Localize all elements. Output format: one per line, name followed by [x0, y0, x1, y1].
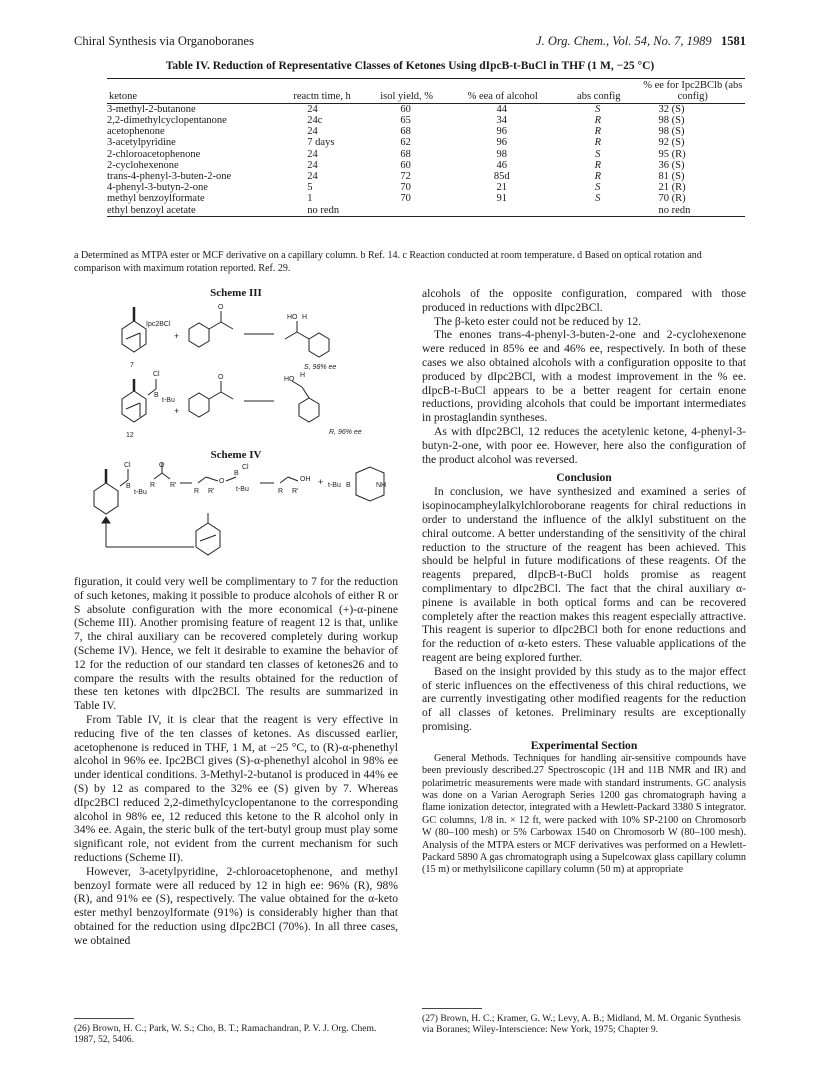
table-header-row [107, 79, 745, 104]
table-cell: 62 [400, 137, 411, 149]
table-cell: 24 [307, 171, 318, 183]
svg-text:Cl: Cl [124, 462, 131, 469]
col-header: ketone [107, 79, 279, 104]
table-cell: no redn [641, 205, 745, 217]
table-cell: 34 [496, 115, 507, 127]
table-cell: 3-acetylpyridine [107, 137, 176, 149]
experimental-heading: Experimental Section [530, 738, 638, 752]
table-cell: 60 [400, 104, 411, 115]
table-cell: 70 [400, 193, 411, 205]
table-cell: 98 (S) [658, 126, 685, 138]
table-cell: 81 (S) [658, 171, 685, 183]
table-cell: 72 [400, 171, 411, 183]
svg-text:t-Bu: t-Bu [162, 397, 175, 404]
table-cell: 21 [496, 182, 507, 194]
svg-text:R': R' [170, 482, 177, 489]
conclusion-heading: Conclusion [556, 471, 612, 485]
scheme-area [74, 287, 398, 566]
col-header: % ee for Ipc2BClb (abs config) [641, 79, 745, 104]
svg-text:H: H [302, 314, 308, 321]
pinane-icon [122, 379, 156, 422]
table-cell: 68 [400, 126, 411, 138]
table-cell: R [594, 115, 601, 127]
footnote-26: (26) Brown, H. C.; Park, W. S.; Cho, B. T.; Ramachandran, P. V. J. Org. Chem. 1987, 52, 5406. [74, 1023, 377, 1046]
table-cell: 96 [496, 137, 507, 149]
svg-text:OH: OH [300, 476, 311, 483]
pinane-icon [94, 469, 128, 514]
product-ee-label: S, 98% ee [304, 364, 337, 371]
table-cell: 2-cyclohexenone [107, 159, 179, 171]
paragraph: The β-keto ester could not be reduced by 12. [434, 314, 642, 328]
svg-text:B: B [346, 482, 351, 489]
acetophenone-icon [189, 381, 233, 417]
table-row [107, 205, 745, 217]
table-cell [365, 205, 449, 217]
table-cell: acetophenone [107, 126, 165, 138]
svg-text:R: R [194, 488, 200, 495]
svg-text:R: R [278, 488, 284, 495]
paragraph: alcohols of the opposite configuration, compared with those produced in reductions with dIpc2BCl. [422, 287, 746, 314]
table-cell: S [595, 193, 601, 205]
scheme-3-title: Scheme III [210, 287, 262, 299]
table-cell: 2,2-dimethylcyclopentanone [107, 115, 227, 127]
paragraph: General Methods. Techniques for handling air-sensitive compounds have been previously described.27 Spectroscopic (1H and 11B NMR and IR) and polarimetric measurements were made with standard instruments. GC analysis was done on a Varian Aerograph Series 1200 gas chromatograph having a flame ionization detector, integrated with a Hewlett-Packard 3380 S integrator. GC columns, 1/8 in. × 12 ft, were packed with 10% SP-2100 on Chromosorb W (80–100 mesh) or 5% Carbowax 1540 on Chromosorb W (80–100 mesh). Analysis of the MTPA esters or MCF derivatives was performed on a Hewlett-Packard 5890 A gas chromatograph using a Supelcowax glass capillary column (15 m) or methylsilicone capillary column (50 m) at appropriate [422, 752, 746, 876]
table-cell: 2-chloroacetophenone [107, 148, 201, 160]
results-table [107, 78, 745, 217]
table-cell: 21 (R) [658, 182, 686, 194]
svg-text:B: B [154, 392, 159, 399]
left-footnotes [74, 1018, 398, 1046]
table-cell: 24c [307, 115, 323, 127]
svg-text:HO: HO [287, 314, 298, 321]
table-row [107, 171, 745, 182]
table-cell: trans-4-phenyl-3-buten-2-one [107, 171, 232, 183]
header-journal: J. Org. Chem., Vol. 54, No. 7, 1989 1581 [536, 34, 746, 48]
header-title: Chiral Synthesis via Organoboranes [74, 34, 254, 48]
table-cell: R [594, 159, 601, 171]
table-cell: 1 [307, 193, 313, 205]
table-cell: 96 [496, 126, 507, 138]
table-cell: 68 [400, 148, 411, 160]
svg-text:O: O [218, 374, 224, 381]
table-cell: 24 [307, 104, 318, 115]
paragraph: figuration, it could very well be complimentary to 7 for the reduction of such ketones, making it possible to produce alcohols of either R or S absolute configuration with the more economical (+)-α-pinene (Scheme III). Another promising feature of reagent 12 is that, unlike 7, the chiral auxiliary can be recovered completely during workup (Scheme IV). Hence, we felt it desirable to examine the behavior of 12 for the reduction of our standard ten classes of ketones26 and to compare the results with the results obtained for the reduction of these ten ketones with dIpc2BCl. The results are summarized in Table IV. [74, 575, 398, 713]
footnote-27: (27) Brown, H. C.; Kramer, G. W.; Levy, A. B.; Midland, M. M. Organic Synthesis via Boranes; Wiley-Interscience: New York, 1975; Chapter 9. [422, 1013, 741, 1036]
table-cell: 91 [496, 193, 507, 205]
svg-text:H: H [300, 372, 306, 379]
svg-text:B: B [234, 470, 239, 477]
table-row [107, 126, 745, 137]
svg-text:+: + [318, 477, 324, 487]
alpha-pinene-icon [196, 513, 220, 555]
table-cell: 24 [307, 148, 318, 160]
table-cell: S [595, 104, 601, 115]
paragraph: From Table IV, it is clear that the reagent is very effective in reducing five of the ten classes of ketones. As discussed earlier, acetophenone is reduced in THF, 1 M, at −25 °C, to (R)-α-phenethyl alcohol in 96% ee. Ipc2BCl gives (S)-α-phenethyl alcohol in 98% ee under identical conditions. 3-Methyl-2-butanol is produced in 44% ee (S) by 12 as compared to the 32% ee (S) given by 7. Whereas dIpc2BCl reduced 2,2-dimethylcyclopentanone to the corresponding alcohol in 98% ee, 12 reduced this ketone to the R alcohol only in 34% ee. Again, the steric bulk of the tert-butyl group must play some significant role, not evident from the current mechanism for such reductions (Scheme II). [74, 712, 398, 864]
table-cell: 32 (S) [658, 104, 685, 115]
table-cell [448, 205, 557, 217]
col-header: abs config [557, 79, 641, 104]
svg-text:+: + [174, 331, 180, 341]
acetophenone-icon [189, 311, 233, 347]
svg-text:+: + [174, 406, 180, 416]
table-row [107, 193, 745, 204]
col-header: reactn time, h [279, 79, 365, 104]
svg-text:HO: HO [284, 376, 295, 383]
svg-text:O: O [218, 304, 224, 311]
compound-number-12: 12 [126, 432, 134, 439]
table-cell: R [594, 137, 601, 149]
table-cell: 46 [496, 159, 507, 171]
right-footnotes [422, 1008, 746, 1036]
footnote-rule [74, 1018, 134, 1019]
table-cell: ethyl benzoyl acetate [107, 205, 279, 217]
table-cell: R [594, 126, 601, 138]
pinane-icon [122, 307, 146, 352]
alcohol-product-icon [292, 381, 319, 422]
svg-text:t-Bu: t-Bu [328, 482, 341, 489]
svg-text:Cl: Cl [242, 464, 249, 471]
table-caption: Table IV. Reduction of Representative Classes of Ketones Using dIpcB-t-BuCl in THF (1 M, −25 °C) [165, 60, 655, 72]
table-row [107, 137, 745, 148]
table-cell: S [595, 182, 601, 194]
svg-text:B: B [126, 483, 131, 490]
table-cell: S [595, 148, 601, 160]
table-cell: 5 [307, 182, 313, 194]
svg-text:t-Bu: t-Bu [236, 486, 249, 493]
table-row [107, 115, 745, 126]
table-cell: R [594, 171, 601, 183]
col-header: % eea of alcohol [448, 79, 557, 104]
table-cell: 98 (S) [658, 115, 685, 127]
compound-number-7: 7 [130, 362, 134, 369]
table-cell: methyl benzoylformate [107, 193, 205, 205]
right-body [422, 287, 746, 877]
table-cell: 7 days [307, 137, 335, 149]
paragraph: As with dIpc2BCl, 12 reduces the acetylenic ketone, 4-phenyl-3-butyn-2-one, with poor ee. However, here also the configuration of the product alcohol was reversed. [422, 424, 746, 466]
reagent-label: Ipc2BCl [146, 321, 171, 328]
paragraph: The enones trans-4-phenyl-3-buten-2-one and 2-cyclohexenone were reduced in 85% ee and 46% ee, respectively. In both of these cases we also obtained alcohols with a configuration opposite to that produced by dIpc2BCl, with a modest improvement in the % ee. dIpcB-t-BuCl appears to be a better reagent for certain enone reductions, providing alcohols that could be important intermediates in prostaglandin syntheses. [422, 328, 746, 425]
svg-text:O: O [219, 478, 225, 485]
table-cell: 44 [496, 104, 507, 115]
svg-text:R: R [150, 482, 156, 489]
table-cell: 92 (S) [658, 137, 685, 149]
table-cell [557, 205, 641, 217]
paragraph: Based on the insight provided by this study as to the major effect of steric influences on the effectiveness of this chiral reductions, we are currently investigating other modified reagents for the reduction of all classes of ketones. Preliminary results are exceptionally promising. [422, 664, 746, 733]
paragraph: In conclusion, we have synthesized and examined a series of isopinocampheylalkylchloroborane reagents for chiral reductions in order to understand the influence of the alklyl substituent on the chiral outcome. A better understanding of the sensitivity of the chiral reduction to the structure of the reagent has been achieved. This should be helpful in future modifications of these reagents. Of the reagents prepared, dIpcB-t-BuCl holds promise as reagent complimentary to dIpc2BCl. The fact that the chiral auxiliary α-pinene is available in both optical forms and can be recovered completely after the reaction makes this reagent especially attractive. This reagent is superior to dIpc2BCl both for enone reductions and for the reduction of α-keto esters. These valuable applications of the reagent are being explored further. [422, 485, 746, 664]
product-ee-label: R, 96% ee [329, 429, 362, 436]
table-cell: 70 [400, 182, 411, 194]
table-row [107, 149, 745, 160]
table-cell: 65 [400, 115, 411, 127]
left-body [74, 575, 398, 948]
table-cell: 36 (S) [658, 159, 685, 171]
running-header [74, 34, 746, 52]
table-row [107, 160, 745, 171]
table-cell: 70 (R) [658, 193, 686, 205]
table-cell: 85d [493, 171, 510, 183]
table-cell: no redn [279, 205, 365, 217]
table-row [107, 182, 745, 193]
table-cell: 95 (R) [658, 148, 686, 160]
table-footnotes: a Determined as MTPA ester or MCF derivative on a capillary column. b Ref. 14. c Reaction conducted at room temperature. d Based on optical rotation and comparison with maximum rotation reported. Ref. 29. [74, 250, 702, 274]
col-header: isol yield, % [365, 79, 449, 104]
alcohol-product-icon [285, 321, 329, 357]
paragraph: However, 3-acetylpyridine, 2-chloroacetophenone, and methyl benzoyl formate were all reduced by 12 in high ee: 96% (R), 98% (R), and 91% ee (S), respectively. The value obtained for the α-keto ester methyl benzoylformate (91%) is considerably higher than that obtained for the reduction using dIpc2BCl (70%). In all three cases, we obtained [74, 864, 398, 947]
scheme-3-drawing [74, 299, 398, 444]
table-cell: 98 [496, 148, 507, 160]
footnote-rule [422, 1008, 482, 1009]
table-cell: 24 [307, 126, 318, 138]
table-cell: 4-phenyl-3-butyn-2-one [107, 182, 208, 194]
svg-text:O: O [159, 462, 165, 469]
svg-text:R': R' [208, 488, 215, 495]
table-cell: 3-methyl-2-butanone [107, 104, 196, 115]
scheme-4-title: Scheme IV [210, 449, 262, 461]
table-cell: 60 [400, 159, 411, 171]
table-row [107, 104, 745, 116]
svg-text:Cl: Cl [153, 371, 160, 378]
scheme-4-drawing [74, 461, 398, 561]
svg-text:t-Bu: t-Bu [134, 489, 147, 496]
table-cell: 24 [307, 159, 318, 171]
svg-text:NH: NH [376, 482, 387, 489]
svg-text:R': R' [292, 488, 299, 495]
